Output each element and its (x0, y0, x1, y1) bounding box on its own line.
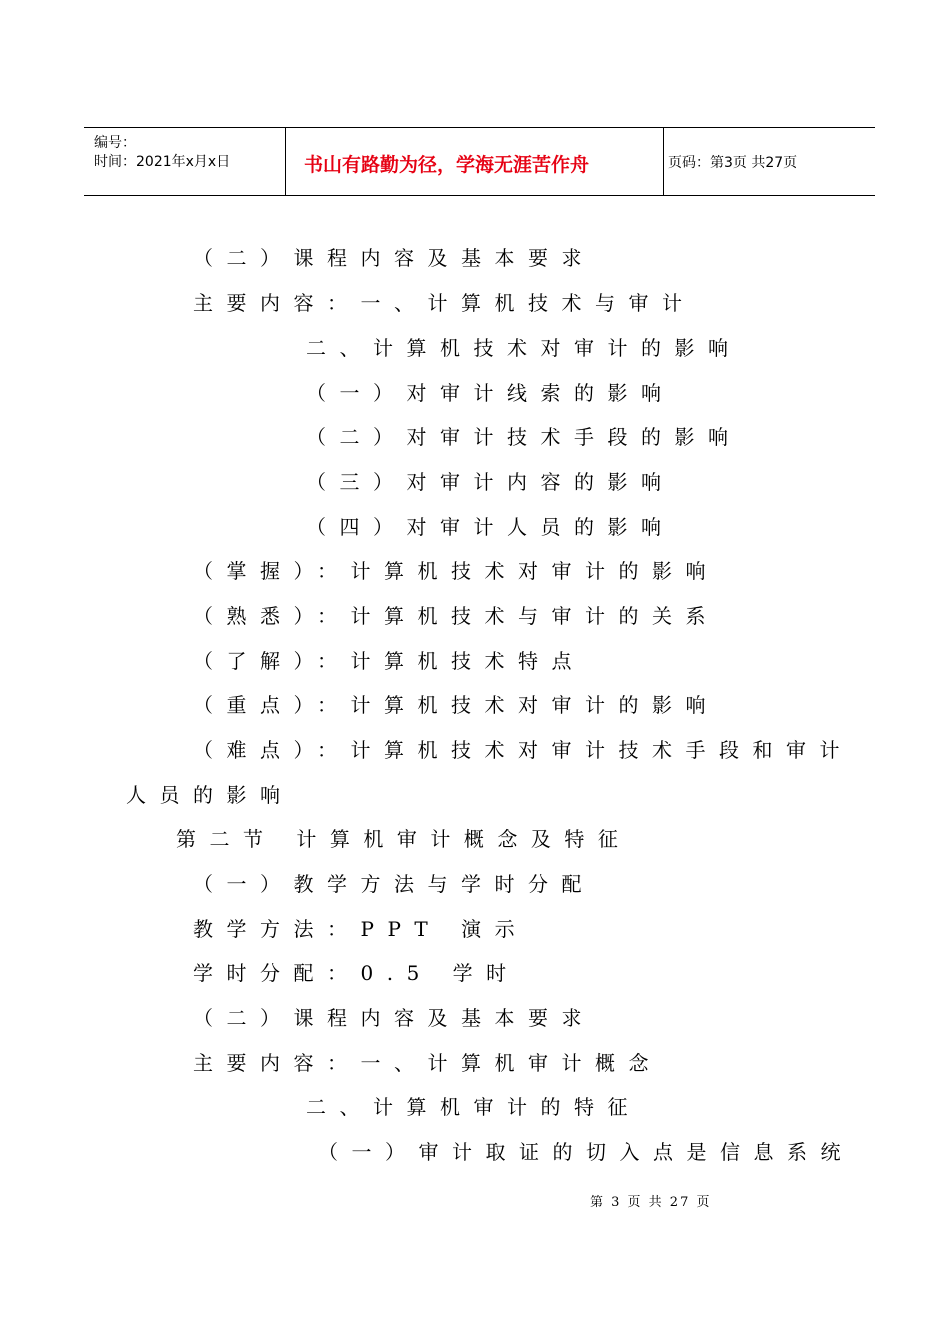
text-line: 教学方法：PPT 演示 (193, 917, 529, 941)
text-line: （二）对审计技术手段的影响 (306, 425, 742, 449)
text-line: （掌握）：计算机技术对审计的影响 (193, 559, 719, 583)
text-line: 主要内容：一、计算机技术与审计 (193, 291, 696, 315)
text-line: 人员的影响 (126, 783, 294, 807)
header-left-cell (84, 128, 286, 195)
text-line: （熟悉）：计算机技术与审计的关系 (193, 604, 719, 628)
text-line: （二）课程内容及基本要求 (193, 246, 595, 270)
time-label: 时间：2021年x月x日 (94, 154, 231, 170)
header-motto-cell (286, 128, 664, 195)
motto: 书山有路勤为径，学海无涯苦作舟 (304, 154, 590, 176)
text-line: （一）对审计线索的影响 (306, 381, 675, 405)
text-line: （重点）：计算机技术对审计的影响 (193, 693, 719, 717)
number-label: 编号： (94, 135, 136, 151)
header-right-cell (664, 128, 875, 195)
page-header (84, 127, 875, 196)
text-line: 学时分配：0.5 学时 (193, 961, 520, 985)
text-line: （了解）：计算机技术特点 (193, 649, 585, 673)
page-footer: 第 3 页 共 27 页 (590, 1195, 712, 1210)
text-line: （二）课程内容及基本要求 (193, 1006, 595, 1030)
text-line: （四）对审计人员的影响 (306, 515, 675, 539)
text-line: 主要内容：一、计算机审计概念 (193, 1051, 662, 1075)
text-line: （一）教学方法与学时分配 (193, 872, 595, 896)
text-line: 二、计算机技术对审计的影响 (306, 336, 742, 360)
text-line: （一）审计取证的切入点是信息系统 (318, 1140, 854, 1164)
text-line: （三）对审计内容的影响 (306, 470, 675, 494)
text-line: 二、计算机审计的特征 (306, 1095, 641, 1119)
page-code: 页码：第3页 共27页 (668, 155, 798, 171)
text-line: （难点）：计算机技术对审计技术手段和审计 (193, 738, 853, 762)
section-heading: 第二节 计算机审计概念及特征 (176, 827, 632, 851)
